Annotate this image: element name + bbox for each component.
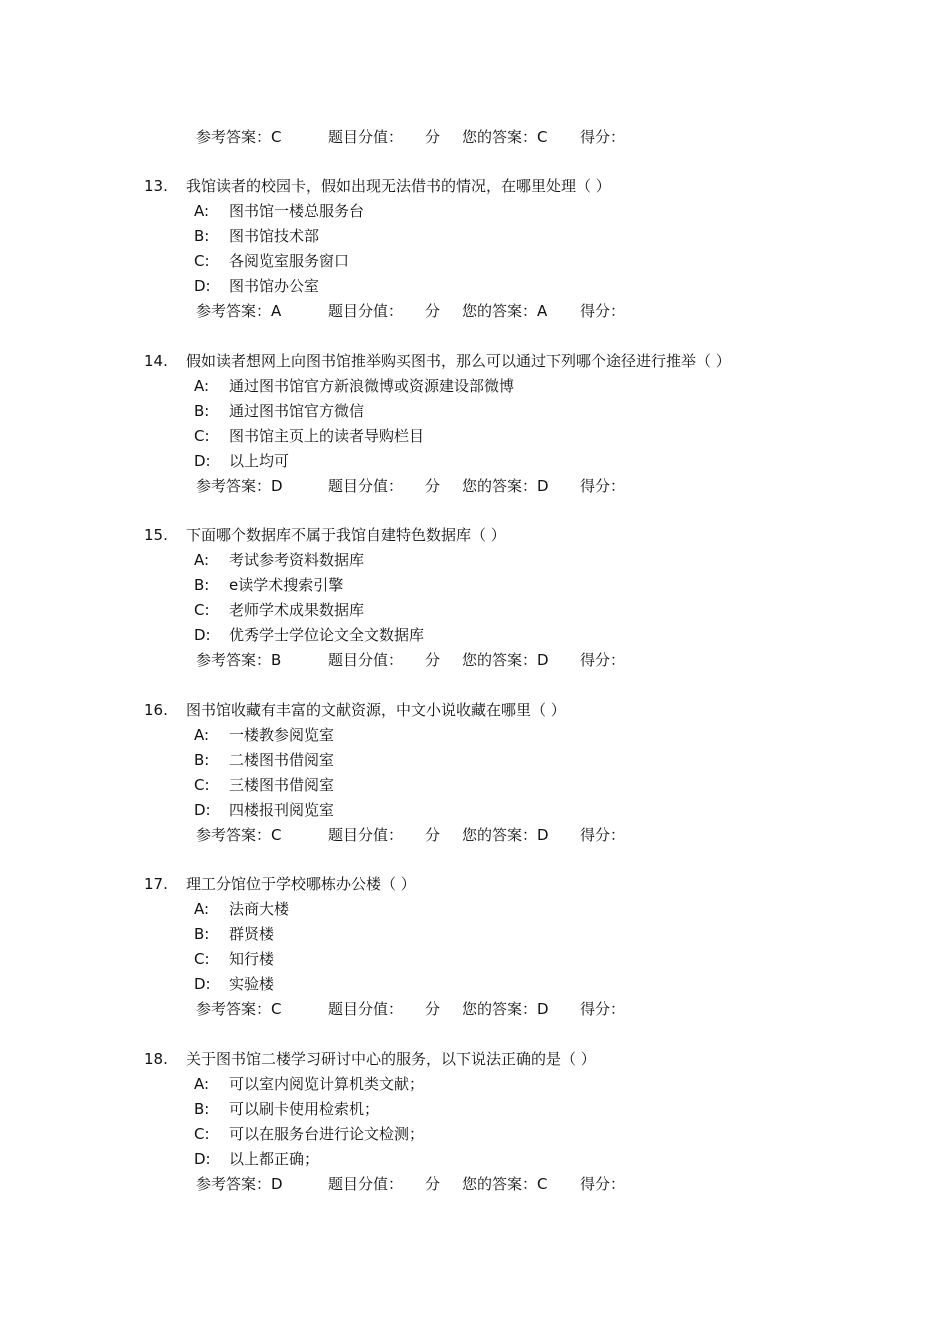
obtained-score-label: 得分： — [580, 128, 626, 146]
obtained-score — [580, 126, 625, 148]
score-value-label: 题目分值： — [328, 651, 404, 669]
option-text: 法商大楼 — [229, 900, 290, 918]
option-text: 知行楼 — [229, 950, 275, 968]
option-letter: B: — [194, 402, 210, 420]
score-value-label: 题目分值： — [328, 477, 404, 495]
score-unit: 分 — [425, 128, 441, 146]
your-answer-value: C — [537, 1175, 548, 1193]
reference-answer-label: 参考答案： — [196, 477, 272, 495]
option-text: 一楼教参阅览室 — [229, 726, 335, 744]
reference-answer-value: D — [271, 1175, 283, 1193]
your-answer-value: D — [537, 651, 549, 669]
reference-answer — [196, 300, 281, 322]
reference-answer — [196, 649, 281, 671]
score-value — [328, 475, 440, 497]
reference-answer-value: B — [271, 651, 282, 669]
your-answer — [462, 475, 549, 497]
option-letter: C: — [194, 776, 210, 794]
obtained-score — [580, 649, 625, 671]
reference-answer-label: 参考答案： — [196, 1175, 272, 1193]
question-text: 关于图书馆二楼学习研讨中心的服务，以下说法正确的是（ ） — [186, 1050, 596, 1068]
score-unit: 分 — [425, 651, 441, 669]
option-text: 四楼报刊阅览室 — [229, 801, 335, 819]
reference-answer — [196, 824, 282, 846]
option-text: 图书馆一楼总服务台 — [229, 202, 365, 220]
obtained-score-label: 得分： — [580, 826, 626, 844]
option-text: 老师学术成果数据库 — [229, 601, 365, 619]
your-answer-label: 您的答案： — [462, 128, 538, 146]
reference-answer-label: 参考答案： — [196, 826, 272, 844]
your-answer-label: 您的答案： — [462, 302, 538, 320]
option-letter: B: — [194, 227, 210, 245]
option-text: 通过图书馆官方新浪微博或资源建设部微博 — [229, 377, 515, 395]
score-value-label: 题目分值： — [328, 1000, 404, 1018]
score-value — [328, 300, 440, 322]
option-text: 可以室内阅览计算机类文献； — [229, 1075, 425, 1093]
question-number: 17. — [144, 875, 168, 893]
question-text: 理工分馆位于学校哪栋办公楼（ ） — [186, 875, 416, 893]
obtained-score-label: 得分： — [580, 1000, 626, 1018]
reference-answer-value: C — [271, 128, 282, 146]
score-unit: 分 — [425, 1175, 441, 1193]
question-text: 图书馆收藏有丰富的文献资源，中文小说收藏在哪里（ ） — [186, 701, 566, 719]
question-number: 14. — [144, 352, 168, 370]
your-answer-label: 您的答案： — [462, 1000, 538, 1018]
score-unit: 分 — [425, 477, 441, 495]
your-answer — [462, 126, 548, 148]
your-answer-value: A — [537, 302, 548, 320]
option-text: 图书馆办公室 — [229, 277, 320, 295]
option-letter: C: — [194, 601, 210, 619]
option-letter: D: — [194, 277, 211, 295]
score-unit: 分 — [425, 826, 441, 844]
your-answer — [462, 824, 549, 846]
score-value-label: 题目分值： — [328, 1175, 404, 1193]
option-letter: D: — [194, 1150, 211, 1168]
question-number: 13. — [144, 177, 168, 195]
option-letter: A: — [194, 726, 210, 744]
reference-answer-label: 参考答案： — [196, 128, 272, 146]
option-letter: B: — [194, 925, 210, 943]
question-text: 我馆读者的校园卡，假如出现无法借书的情况，在哪里处理（ ） — [186, 177, 611, 195]
option-letter: C: — [194, 1125, 210, 1143]
score-value-label: 题目分值： — [328, 302, 404, 320]
option-letter: C: — [194, 427, 210, 445]
score-value-label: 题目分值： — [328, 128, 404, 146]
reference-answer — [196, 1173, 283, 1195]
your-answer — [462, 649, 549, 671]
question-number: 18. — [144, 1050, 168, 1068]
score-value-label: 题目分值： — [328, 826, 404, 844]
option-text: 各阅览室服务窗口 — [229, 252, 350, 270]
obtained-score-label: 得分： — [580, 1175, 626, 1193]
question-number: 15. — [144, 526, 168, 544]
reference-answer — [196, 475, 283, 497]
option-letter: A: — [194, 1075, 210, 1093]
reference-answer-label: 参考答案： — [196, 302, 272, 320]
option-letter: C: — [194, 252, 210, 270]
obtained-score-label: 得分： — [580, 651, 626, 669]
option-letter: B: — [194, 751, 210, 769]
score-unit: 分 — [425, 1000, 441, 1018]
option-text: 可以刷卡使用检索机； — [229, 1100, 380, 1118]
option-letter: A: — [194, 551, 210, 569]
score-value — [328, 998, 440, 1020]
question-text: 下面哪个数据库不属于我馆自建特色数据库（ ） — [186, 526, 506, 544]
your-answer-label: 您的答案： — [462, 826, 538, 844]
score-value — [328, 824, 440, 846]
option-letter: A: — [194, 377, 210, 395]
reference-answer-value: D — [271, 477, 283, 495]
score-value — [328, 126, 440, 148]
reference-answer — [196, 998, 282, 1020]
obtained-score — [580, 300, 625, 322]
question-text: 假如读者想网上向图书馆推举购买图书，那么可以通过下列哪个途径进行推举（ ） — [186, 352, 731, 370]
option-text: 以上均可 — [229, 452, 290, 470]
your-answer — [462, 1173, 548, 1195]
option-letter: D: — [194, 452, 211, 470]
your-answer-value: D — [537, 477, 549, 495]
your-answer-label: 您的答案： — [462, 1175, 538, 1193]
score-unit: 分 — [425, 302, 441, 320]
obtained-score-label: 得分： — [580, 302, 626, 320]
your-answer-value: D — [537, 826, 549, 844]
reference-answer-label: 参考答案： — [196, 1000, 272, 1018]
option-text: 图书馆主页上的读者导购栏目 — [229, 427, 425, 445]
option-text: 图书馆技术部 — [229, 227, 320, 245]
reference-answer-value: C — [271, 1000, 282, 1018]
option-letter: B: — [194, 576, 210, 594]
option-text: e读学术搜索引擎 — [229, 576, 344, 594]
option-letter: A: — [194, 900, 210, 918]
option-letter: C: — [194, 950, 210, 968]
option-text: 实验楼 — [229, 975, 275, 993]
score-value — [328, 1173, 440, 1195]
option-letter: A: — [194, 202, 210, 220]
reference-answer-value: A — [271, 302, 282, 320]
option-letter: D: — [194, 626, 211, 644]
option-text: 三楼图书借阅室 — [229, 776, 335, 794]
reference-answer — [196, 126, 282, 148]
obtained-score — [580, 1173, 625, 1195]
your-answer-label: 您的答案： — [462, 477, 538, 495]
option-text: 群贤楼 — [229, 925, 275, 943]
score-value — [328, 649, 440, 671]
option-text: 考试参考资料数据库 — [229, 551, 365, 569]
obtained-score — [580, 475, 625, 497]
option-letter: B: — [194, 1100, 210, 1118]
your-answer-value: D — [537, 1000, 549, 1018]
reference-answer-label: 参考答案： — [196, 651, 272, 669]
obtained-score-label: 得分： — [580, 477, 626, 495]
option-text: 二楼图书借阅室 — [229, 751, 335, 769]
reference-answer-value: C — [271, 826, 282, 844]
option-text: 可以在服务台进行论文检测； — [229, 1125, 425, 1143]
your-answer-label: 您的答案： — [462, 651, 538, 669]
question-number: 16. — [144, 701, 168, 719]
option-letter: D: — [194, 975, 211, 993]
your-answer — [462, 998, 549, 1020]
obtained-score — [580, 998, 625, 1020]
option-text: 优秀学士学位论文全文数据库 — [229, 626, 425, 644]
obtained-score — [580, 824, 625, 846]
option-text: 通过图书馆官方微信 — [229, 402, 365, 420]
your-answer-value: C — [537, 128, 548, 146]
your-answer — [462, 300, 547, 322]
option-text: 以上都正确； — [229, 1150, 320, 1168]
option-letter: D: — [194, 801, 211, 819]
